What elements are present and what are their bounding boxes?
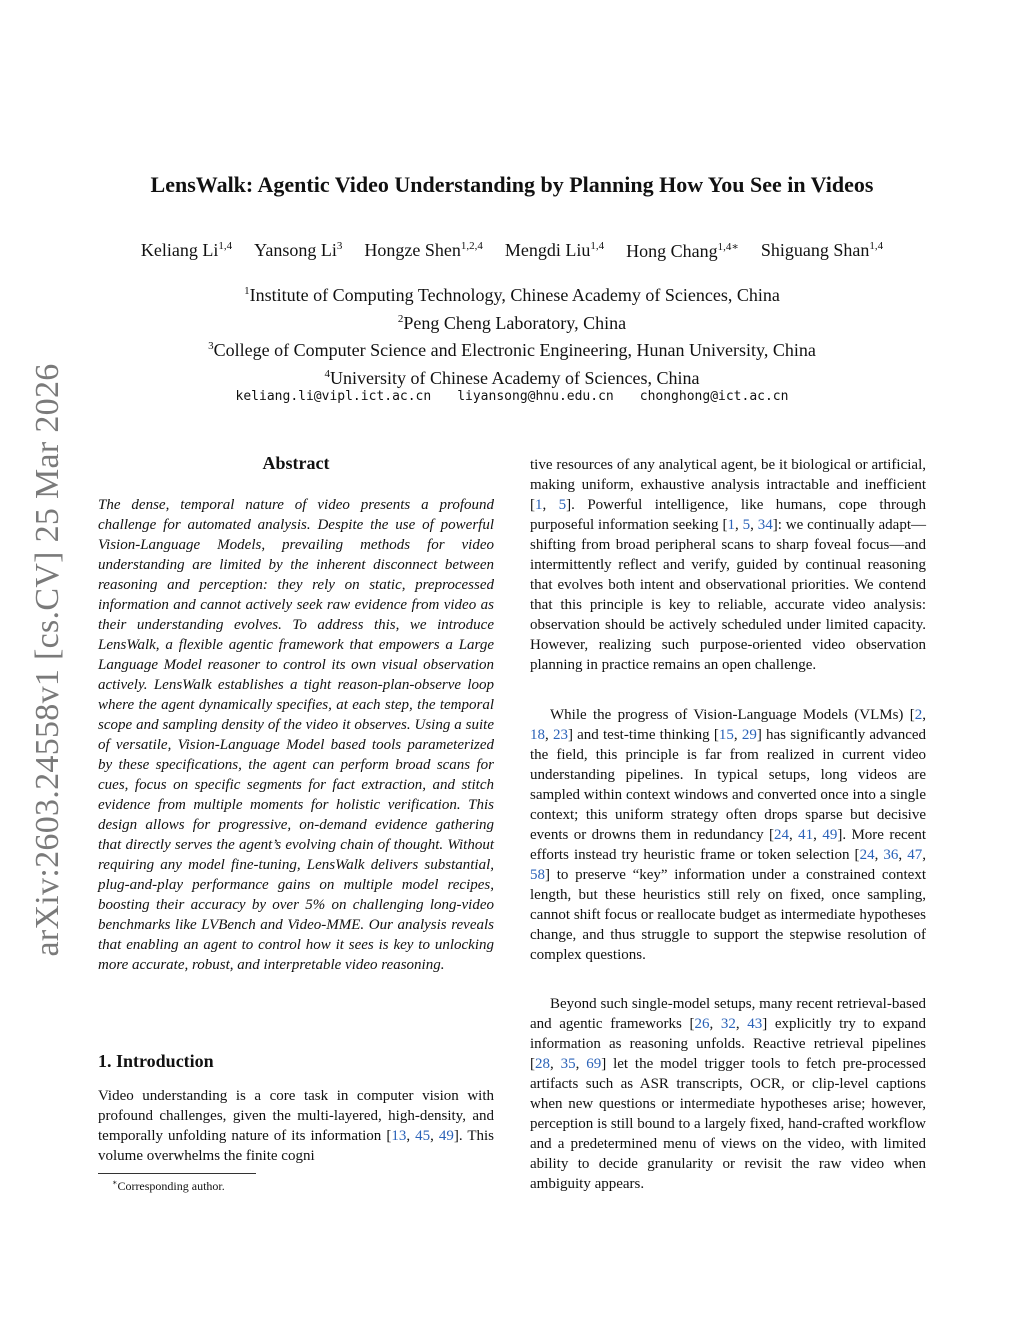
footnote-divider [98, 1173, 256, 1174]
footnote-text: Corresponding author. [117, 1179, 225, 1193]
author-affiliation-sup: 1,4 [869, 240, 884, 252]
affiliation-text: Institute of Computing Technology, Chinese Academy of Sciences, China [249, 285, 780, 305]
affiliation-sup: 4 [324, 367, 331, 380]
author [505, 240, 604, 262]
affiliation-sup: 2 [397, 312, 404, 325]
citation-link[interactable]: 29 [741, 727, 757, 743]
citation-link[interactable]: 1 [727, 517, 735, 533]
citation-link[interactable]: 32 [720, 1016, 736, 1032]
affiliation-sup: 1 [244, 285, 250, 297]
affiliation [0, 308, 1024, 336]
author [761, 240, 883, 262]
author [141, 240, 232, 262]
section-heading-introduction: 1. Introduction [98, 1051, 214, 1071]
citation-link[interactable]: 26 [694, 1016, 710, 1032]
author-name: Mengdi Liu [504, 240, 591, 260]
affiliation [0, 363, 1024, 391]
citation-link[interactable]: 15 [718, 727, 734, 743]
citation-link[interactable]: 2 [914, 707, 923, 723]
affiliation [0, 280, 1024, 308]
author-affiliation-sup: 1,4 [218, 240, 233, 252]
citation-link[interactable]: 1 [535, 497, 543, 513]
author-affiliation-sup: 1,4∗ [717, 241, 739, 253]
citation-link[interactable]: 24 [859, 847, 875, 863]
affiliation-text: University of Chinese Academy of Sciences, China [330, 367, 700, 388]
arxiv-identifier: arXiv:2603.24558v1 [cs.CV] 25 Mar 2026 [29, 363, 66, 957]
author-name: Yansong Li [254, 240, 337, 260]
citation-link[interactable]: 49 [438, 1128, 454, 1144]
citation-link[interactable]: 5 [742, 517, 751, 533]
author [626, 240, 739, 262]
email-link[interactable]: chonghong@ict.ac.cn [639, 389, 789, 404]
author [254, 240, 342, 262]
introduction-paragraph-3: Beyond such single-model setups, many recent retrieval-based and agentic frameworks [26, 32, 43] explicitly try to expand information as reasoning unfolds. Reactive retrieval pipelines [28, 35, 69] let the model trigger tools to fetch pre-processed artifacts such as ASR transcripts, OCR, or clip-level captions when new questions or intermediate hypotheses arise; however, perception is still bound to a largely fixed, hand-crafted workflow and a predetermined menu of views on the video, with limited ability to decide granularity or revisit the raw video when ambiguity appears. [530, 996, 926, 1192]
paper-title: LensWalk: Agentic Video Understanding by Planning How You See in Videos [150, 172, 874, 197]
citation-link[interactable]: 5 [558, 497, 567, 513]
email-list [0, 389, 1024, 404]
citation-link[interactable]: 28 [535, 1056, 550, 1072]
author-list [0, 240, 1024, 262]
affiliation-text: College of Computer Science and Electronic Engineering, Hunan University, China [213, 340, 816, 360]
affiliation [0, 335, 1024, 363]
email-link[interactable]: liyansong@hnu.edu.cn [457, 389, 614, 404]
abstract-body: The dense, temporal nature of video presents a profound challenge for automated analysis. Despite the use of powerful Vision-Language Models, prevailing methods for video understanding are limited by the inherent disconnect between reasoning and perception: they rely on static, preprocessed information and cannot actively seek raw evidence from video as their understanding evolves. To address this, we introduce LensWalk, a flexible agentic framework that empowers a Large Language Model reasoner to control its own visual observation actively. LensWalk establishes a tight reason-plan-observe loop where the agent dynamically specifies, at each step, the temporal scope and sampling density of the video it observes. Using a suite of versatile, Vision-Language Model based tools parameterized by these specifications, the agent can perform broad scans for cues, focus on specific segments for fact extraction, and stitch evidence from multiple moments for holistic verification. This design allows for progressive, on-demand evidence gathering that directly serves the agent’s evolving chain of thought. Without requiring any model fine-tuning, LensWalk delivers substantial, plug-and-play performance gains on multiple model recipes, boosting their accuracy by over 5% on challenging long-video benchmarks like LVBench and Video-MME. Our analysis reveals that enabling an agent to control how it sees is key to unlocking more accurate, robust, and interpretable video reasoning. [98, 497, 494, 973]
affiliation-text: Peng Cheng Laboratory, China [403, 312, 627, 333]
citation-link[interactable]: 35 [560, 1056, 576, 1072]
footnote-marker: ∗ [112, 1178, 118, 1187]
author-affiliation-sup: 1,4 [590, 240, 605, 252]
author-affiliation-sup: 3 [336, 240, 343, 252]
citation-link[interactable]: 43 [747, 1016, 763, 1032]
citation-link[interactable]: 58 [530, 867, 545, 883]
author-affiliation-sup: 1,2,4 [460, 240, 483, 252]
affiliation-list [0, 280, 1024, 390]
citation-link[interactable]: 34 [757, 517, 773, 533]
citation-link[interactable]: 45 [415, 1128, 431, 1144]
footnote [112, 1178, 225, 1194]
citation-link[interactable]: 13 [391, 1128, 407, 1144]
author-name: Shiguang Shan [760, 240, 870, 260]
citation-link[interactable]: 41 [798, 827, 814, 843]
citation-link[interactable]: 24 [774, 827, 790, 843]
author [364, 240, 482, 262]
citation-link[interactable]: 36 [883, 847, 899, 863]
affiliation-sup: 3 [208, 340, 214, 352]
introduction-paragraph-1-continued: tive resources of any analytical agent, be it biological or artificial, making uniform, exhaustive analysis intractable and inefficient [1, 5]. Powerful intelligence, like humans, cope through purposeful information seeking [1, 5, 34]: we continually adapt—shifting from broad peripheral scans to sharp foveal focus—and intermittently reflect and verify, guided by continual reasoning that evolves both intent and observational priorities. We contend that this principle is key to reliable, accurate video analysis: observation should be actively scheduled under limited capacity. However, realizing such purpose-oriented video observation planning in practice remains an open challenge. [530, 457, 927, 673]
citation-link[interactable]: 23 [552, 727, 568, 743]
citation-link[interactable]: 69 [586, 1056, 602, 1072]
email-link[interactable]: keliang.li@vipl.ict.ac.cn [235, 389, 432, 404]
citation-link[interactable]: 18 [530, 727, 545, 743]
citation-link[interactable]: 47 [907, 847, 923, 863]
citation-link[interactable]: 49 [822, 827, 838, 843]
introduction-paragraph-1: Video understanding is a core task in computer vision with profound challenges, given the multi-layered, high-density, and temporally unfolding nature of its information [13, 45, 49]. This volume overwhelms the finite cogni [98, 1088, 494, 1164]
introduction-paragraph-2: While the progress of Vision-Language Models (VLMs) [2, 18, 23] and test-time thinking [15, 29] has significantly advanced the field, this principle is far from realized in current video understanding pipelines. In typical setups, long videos are sampled within context windows and converted once into a single context; this uniform strategy often drops sparse but decisive events or drowns them in redundancy [24, 41, 49]. More recent efforts instead try heuristic frame or token selection [24, 36, 47, 58] to preserve “key” information under a constrained context length, but these heuristics still rely on fixed, once sampling, cannot shift focus or reallocate budget as intermediate hypotheses change, and thus struggle to support the stepwise resolution of complex questions. [530, 707, 927, 963]
author-name: Hongze Shen [364, 240, 461, 260]
author-name: Hong Chang [626, 241, 718, 261]
abstract-heading: Abstract [262, 453, 330, 473]
author-name: Keliang Li [140, 240, 219, 260]
